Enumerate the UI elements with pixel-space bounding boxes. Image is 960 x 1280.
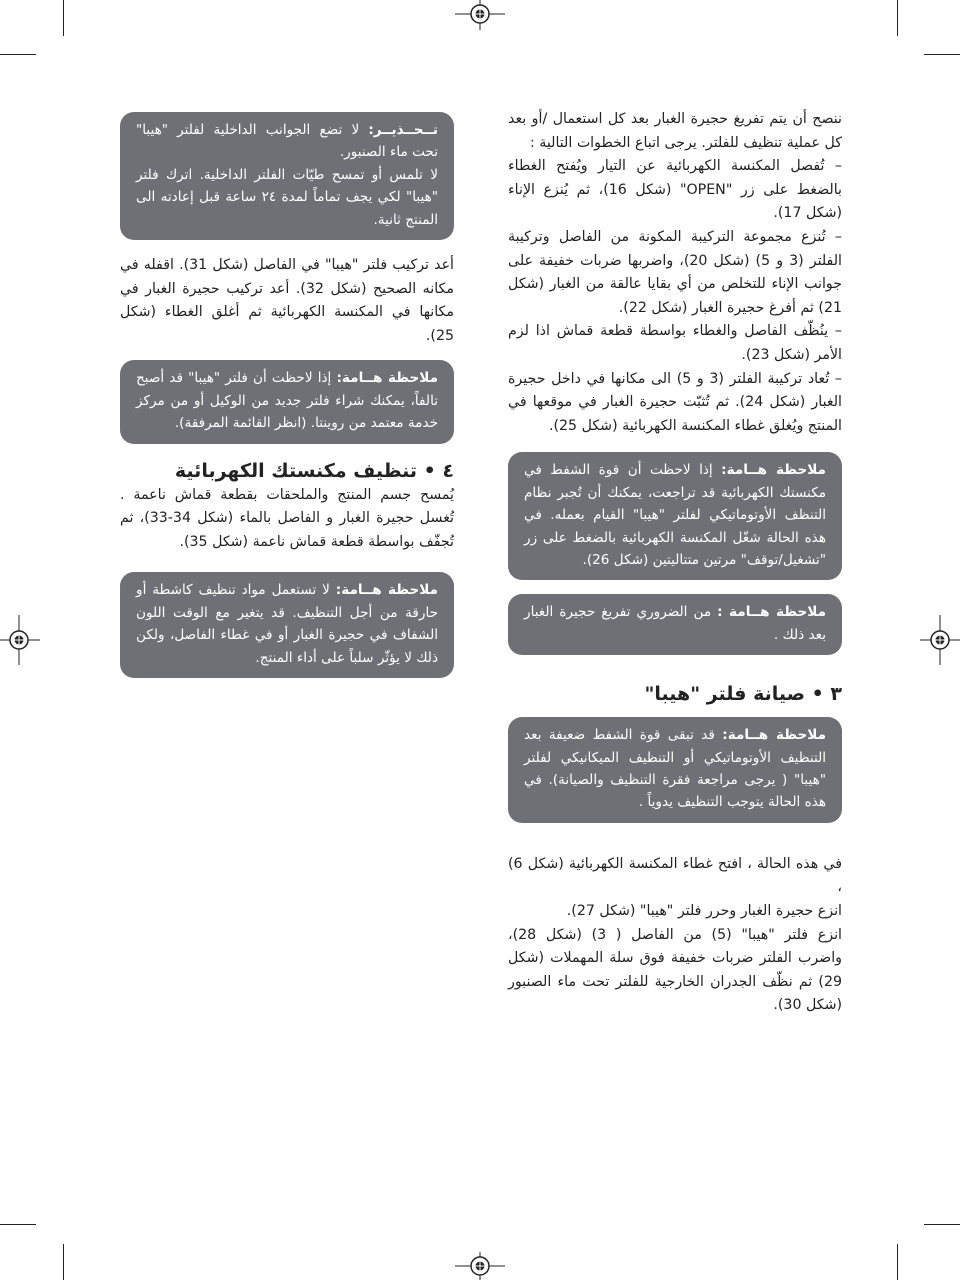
note-label: ملاحظة هــامة: xyxy=(721,462,826,479)
note-box-cleaning-agents xyxy=(120,572,454,678)
registration-mark-icon xyxy=(0,615,40,665)
cleaning-paragraph: يُمسح جسم المنتج والملحقات بقطعة قماش ناعمة . تُغسل حجيرة الغبار و الفاصل بالماء (شكل 34-33)، ثم تُجفّف بواسطة قطعة قماش ناعمة (شكل 35). xyxy=(120,486,454,550)
note-box-hepa xyxy=(508,717,842,823)
crop-mark xyxy=(63,1244,64,1280)
note-box-suction xyxy=(508,452,842,580)
warning-text: لا تضع الجوانب الداخلية لفلتر "هيبا" تحت ماء الصنبور. xyxy=(136,122,438,161)
hepa-step-open: في هذه الحالة ، افتح غطاء المكنسة الكهربائية (شكل 6) ، xyxy=(508,855,842,896)
crop-mark xyxy=(924,1224,960,1225)
crop-mark xyxy=(924,54,960,55)
hepa-step-clean: انزع فلتر "هيبا" (5) من الفاصل ( 3) (شكل 28)، واضرب الفلتر ضربات خفيفة فوق سلة المهملات (شكل 29) ثم نظّف الجدران الخارجية للفلتر تحت ماء الصنبور (شكل 30). xyxy=(508,926,842,1014)
note-label: ملاحظة هــامة: xyxy=(335,582,438,599)
hepa-step-remove: انزع حجيرة الغبار وحرر فلتر "هيبا" (شكل 27). xyxy=(566,902,842,919)
note-text: قد تبقى قوة الشفط ضعيفة بعد التنظيف الأوتوماتيكي أو التنظيف الميكانيكي لفلتر "هيبا" ( يرجى مراجعة فقرة التنظيف والصيانة). في هذه الحالة يتوجب التنظيف يدوياً . xyxy=(524,727,826,811)
step-2: – تُنزع مجموعة التركيبة المكونة من الفاصل وتركيبة الفلتر (3 و 5) (شكل 20)، واضربها ضربات خفيفة على جوانب الإناء للتخلص من أي بقايا عالقة من الغبار (شكل 21) ثم أفرغ حجيرة الغبار (شكل 22). xyxy=(508,228,842,316)
note-box-damaged-filter xyxy=(120,360,454,443)
note-label: ملاحظة هــامة : xyxy=(717,604,827,621)
left-column xyxy=(120,112,454,678)
reassemble-paragraph: أعد تركيب فلتر "هيبا" في الفاصل (شكل 31). اقفله في مكانه الصحيح (شكل 32). أعد تركيب حجيرة الغبار في مكانها في المكنسة الكهربائية ثم أغلق الغطاء (شكل 25). xyxy=(120,257,454,344)
note-text: إذا لاحظت أن قوة الشفط في مكنستك الكهربائية قد تراجعت، يمكنك أن تُجبر نظام التنظف الأوتوماتيكي لفلتر "هيبا" القيام بعمله. في هذه الحالة شغّل المكنسة الكهربائية بالضغط على زر "تشغيل/توقف" مرتين متتاليتين (شكل 26). xyxy=(524,462,826,568)
note-text: إذا لاحظت أن فلتر "هيبا" قد أصبح تالفاً، يمكنك شراء فلتر جديد من الوكيل أو من مركز خدمة معتمد من روينتا. (انظر القائمة المرفقة). xyxy=(136,370,438,432)
note-label: ملاحظة هــامة: xyxy=(336,370,438,387)
crop-mark xyxy=(0,1224,36,1225)
note-label: ملاحظة هــامة: xyxy=(722,727,826,744)
intro-paragraph: ننصح أن يتم تفريغ حجيرة الغبار بعد كل استعمال /أو بعد كل عملية تنظيف للفلتر. يرجى اتباع الخطوات التالية : xyxy=(508,111,842,151)
section-4-heading: ٤ • تنظيف مكنستك الكهربائية xyxy=(174,459,454,482)
registration-mark-icon xyxy=(455,1252,505,1280)
step-3: – ينُظّف الفاصل والغطاء بواسطة قطعة قماش اذا لزم الأمر (شكل 23). xyxy=(508,323,842,363)
step-1: – تُفصل المكنسة الكهربائية عن التيار ويُفتح الغطاء بالضغط على زر "OPEN" (شكل 16)، ثم يُنزع الإناء (شكل 17). xyxy=(508,158,842,222)
crop-mark xyxy=(897,1244,898,1280)
registration-mark-icon xyxy=(920,615,960,665)
warning-label: تــحــذيــر: xyxy=(368,122,438,138)
note-box-empty xyxy=(508,594,842,655)
crop-mark xyxy=(0,54,36,55)
warning-box xyxy=(120,112,454,240)
section-3-heading: ٣ • صيانة فلتر "هيبا" xyxy=(644,683,842,706)
note-text: من الضروري تفريغ حجيرة الغبار بعد ذلك . xyxy=(524,604,826,643)
note-text: لا تستعمل مواد تنظيف كاشطة أو حارقة من أجل التنظيف. قد يتغير مع الوقت اللون الشفاف في حجيرة الغبار أو في غطاء الفاصل، ولكن ذلك لا يؤثّر سلباً على أداء المنتج. xyxy=(136,582,438,666)
crop-mark xyxy=(897,0,898,36)
right-column xyxy=(508,108,842,1018)
warning-text: لا تلمس أو تمسح طيّات الفلتر الداخلية. اترك فلتر "هيبا" لكي يجف تماماً لمدة ٢٤ ساعة قبل إعادته الى المنتج ثانية. xyxy=(136,166,438,228)
registration-mark-icon xyxy=(455,0,505,30)
step-4: – تُعاد تركيبة الفلتر (3 و 5) الى مكانها في داخل حجيرة الغبار (شكل 24). ثم تُثبّت حجيرة الغبار في موقعها في المنتج ويُغلق غطاء المكنسة الكهربائية (شكل 25). xyxy=(508,370,842,434)
crop-mark xyxy=(63,0,64,36)
